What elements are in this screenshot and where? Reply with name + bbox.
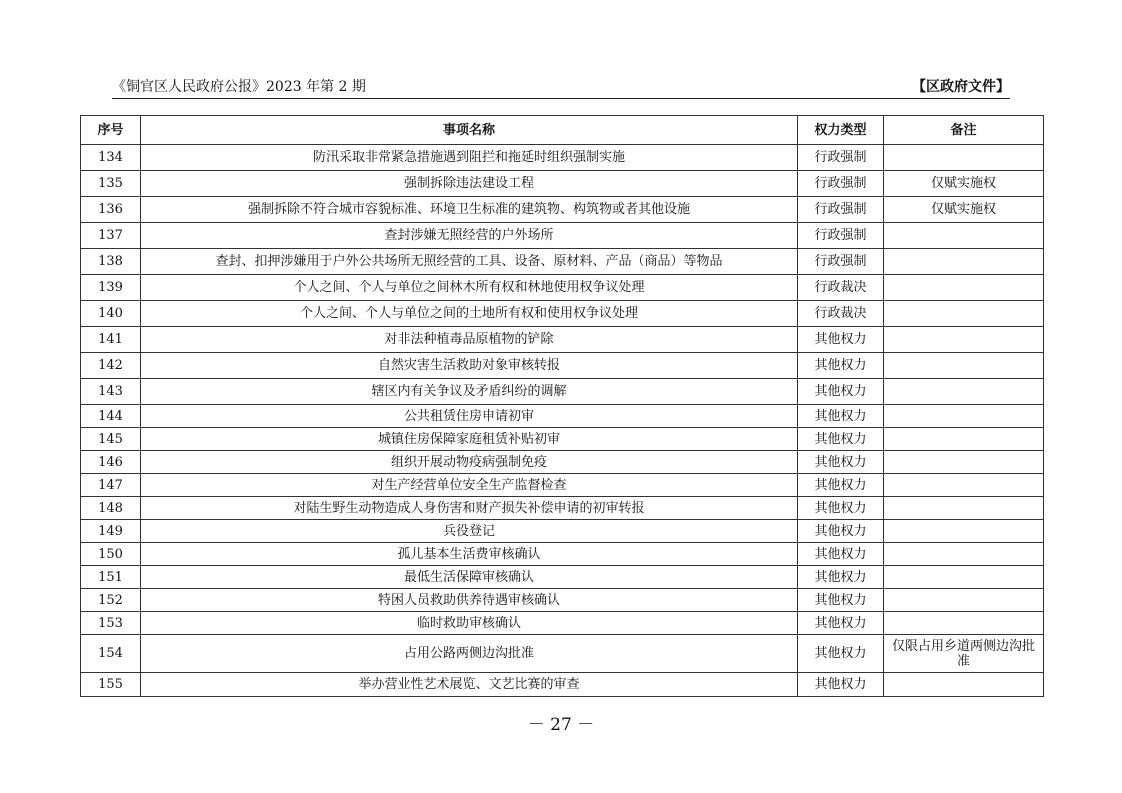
table-row [81, 145, 1044, 171]
cell-no: 135 [81, 171, 141, 197]
column-header-name: 事项名称 [141, 116, 798, 145]
column-header-note: 备注 [884, 116, 1044, 145]
column-header-type: 权力类型 [798, 116, 884, 145]
table-row [81, 405, 1044, 428]
cell-type: 其他权力 [798, 566, 884, 589]
cell-no: 150 [81, 543, 141, 566]
cell-no: 149 [81, 520, 141, 543]
cell-note [884, 451, 1044, 474]
table-row [81, 327, 1044, 353]
cell-name: 强制拆除不符合城市容貌标准、环境卫生标准的建筑物、构筑物或者其他设施 [141, 197, 798, 223]
cell-note [884, 275, 1044, 301]
table-row [81, 543, 1044, 566]
cell-note [884, 520, 1044, 543]
cell-note [884, 497, 1044, 520]
cell-no: 137 [81, 223, 141, 249]
cell-type: 其他权力 [798, 543, 884, 566]
cell-type: 其他权力 [798, 327, 884, 353]
page-number: － 27 － [527, 715, 595, 735]
cell-no: 140 [81, 301, 141, 327]
cell-name: 兵役登记 [141, 520, 798, 543]
cell-no: 134 [81, 145, 141, 171]
table-row [81, 589, 1044, 612]
cell-type: 行政强制 [798, 223, 884, 249]
section-label: 【区政府文件】 [912, 79, 1010, 95]
cell-no: 142 [81, 353, 141, 379]
cell-no: 151 [81, 566, 141, 589]
cell-note: 仅赋实施权 [884, 197, 1044, 223]
cell-note [884, 249, 1044, 275]
header-divider [112, 98, 1010, 99]
cell-no: 146 [81, 451, 141, 474]
table-row [81, 566, 1044, 589]
cell-note [884, 379, 1044, 405]
cell-no: 155 [81, 673, 141, 697]
bulletin-title: 《铜官区人民政府公报》2023 年第 2 期 [112, 79, 366, 95]
cell-no: 153 [81, 612, 141, 635]
table-row [81, 451, 1044, 474]
table-row [81, 223, 1044, 249]
cell-name: 防汛采取非常紧急措施遇到阻拦和拖延时组织强制实施 [141, 145, 798, 171]
cell-name: 个人之间、个人与单位之间林木所有权和林地使用权争议处理 [141, 275, 798, 301]
cell-note [884, 145, 1044, 171]
cell-name: 举办营业性艺术展览、文艺比赛的审查 [141, 673, 798, 697]
cell-note [884, 223, 1044, 249]
cell-no: 154 [81, 635, 141, 673]
cell-name: 自然灾害生活救助对象审核转报 [141, 353, 798, 379]
cell-name: 占用公路两侧边沟批准 [141, 635, 798, 673]
cell-note: 仅限占用乡道两侧边沟批准 [884, 635, 1044, 673]
cell-note [884, 353, 1044, 379]
cell-type: 其他权力 [798, 451, 884, 474]
cell-name: 公共租赁住房申请初审 [141, 405, 798, 428]
table-row [81, 635, 1044, 673]
cell-name: 强制拆除违法建设工程 [141, 171, 798, 197]
cell-type: 行政裁决 [798, 301, 884, 327]
table-row [81, 673, 1044, 697]
cell-name: 对陆生野生动物造成人身伤害和财产损失补偿申请的初审转报 [141, 497, 798, 520]
cell-name: 对生产经营单位安全生产监督检查 [141, 474, 798, 497]
cell-name: 城镇住房保障家庭租赁补贴初审 [141, 428, 798, 451]
cell-note [884, 428, 1044, 451]
table-row [81, 520, 1044, 543]
cell-no: 148 [81, 497, 141, 520]
cell-name: 组织开展动物疫病强制免疫 [141, 451, 798, 474]
cell-name: 查封、扣押涉嫌用于户外公共场所无照经营的工具、设备、原材料、产品（商品）等物品 [141, 249, 798, 275]
power-items-table [80, 115, 1044, 697]
cell-note [884, 589, 1044, 612]
cell-type: 行政强制 [798, 171, 884, 197]
table-row [81, 353, 1044, 379]
table-row [81, 249, 1044, 275]
page-header [112, 76, 1010, 98]
cell-note [884, 301, 1044, 327]
cell-type: 行政裁决 [798, 275, 884, 301]
table-row [81, 301, 1044, 327]
cell-type: 其他权力 [798, 405, 884, 428]
cell-note [884, 405, 1044, 428]
cell-name: 特困人员救助供养待遇审核确认 [141, 589, 798, 612]
cell-type: 行政强制 [798, 197, 884, 223]
cell-type: 其他权力 [798, 589, 884, 612]
cell-no: 144 [81, 405, 141, 428]
table-row [81, 612, 1044, 635]
cell-name: 孤儿基本生活费审核确认 [141, 543, 798, 566]
table-row [81, 474, 1044, 497]
cell-type: 其他权力 [798, 497, 884, 520]
cell-type: 其他权力 [798, 379, 884, 405]
table-row [81, 197, 1044, 223]
cell-no: 136 [81, 197, 141, 223]
cell-no: 143 [81, 379, 141, 405]
table-row [81, 275, 1044, 301]
table-row [81, 497, 1044, 520]
cell-name: 临时救助审核确认 [141, 612, 798, 635]
cell-note: 仅赋实施权 [884, 171, 1044, 197]
cell-no: 152 [81, 589, 141, 612]
cell-note [884, 543, 1044, 566]
column-header-no: 序号 [81, 116, 141, 145]
cell-name: 最低生活保障审核确认 [141, 566, 798, 589]
cell-type: 其他权力 [798, 353, 884, 379]
cell-type: 行政强制 [798, 145, 884, 171]
cell-name: 查封涉嫌无照经营的户外场所 [141, 223, 798, 249]
cell-no: 145 [81, 428, 141, 451]
cell-type: 其他权力 [798, 635, 884, 673]
cell-type: 其他权力 [798, 673, 884, 697]
cell-note [884, 612, 1044, 635]
cell-name: 对非法种植毒品原植物的铲除 [141, 327, 798, 353]
cell-note [884, 566, 1044, 589]
cell-type: 其他权力 [798, 520, 884, 543]
table-body [81, 145, 1044, 697]
cell-type: 行政强制 [798, 249, 884, 275]
cell-no: 147 [81, 474, 141, 497]
table-row [81, 171, 1044, 197]
table-row [81, 428, 1044, 451]
cell-note [884, 474, 1044, 497]
cell-note [884, 327, 1044, 353]
cell-name: 个人之间、个人与单位之间的土地所有权和使用权争议处理 [141, 301, 798, 327]
table-header-row [81, 116, 1044, 145]
cell-type: 其他权力 [798, 428, 884, 451]
cell-no: 139 [81, 275, 141, 301]
cell-type: 其他权力 [798, 474, 884, 497]
cell-no: 138 [81, 249, 141, 275]
cell-note [884, 673, 1044, 697]
table-row [81, 379, 1044, 405]
cell-name: 辖区内有关争议及矛盾纠纷的调解 [141, 379, 798, 405]
cell-type: 其他权力 [798, 612, 884, 635]
cell-no: 141 [81, 327, 141, 353]
